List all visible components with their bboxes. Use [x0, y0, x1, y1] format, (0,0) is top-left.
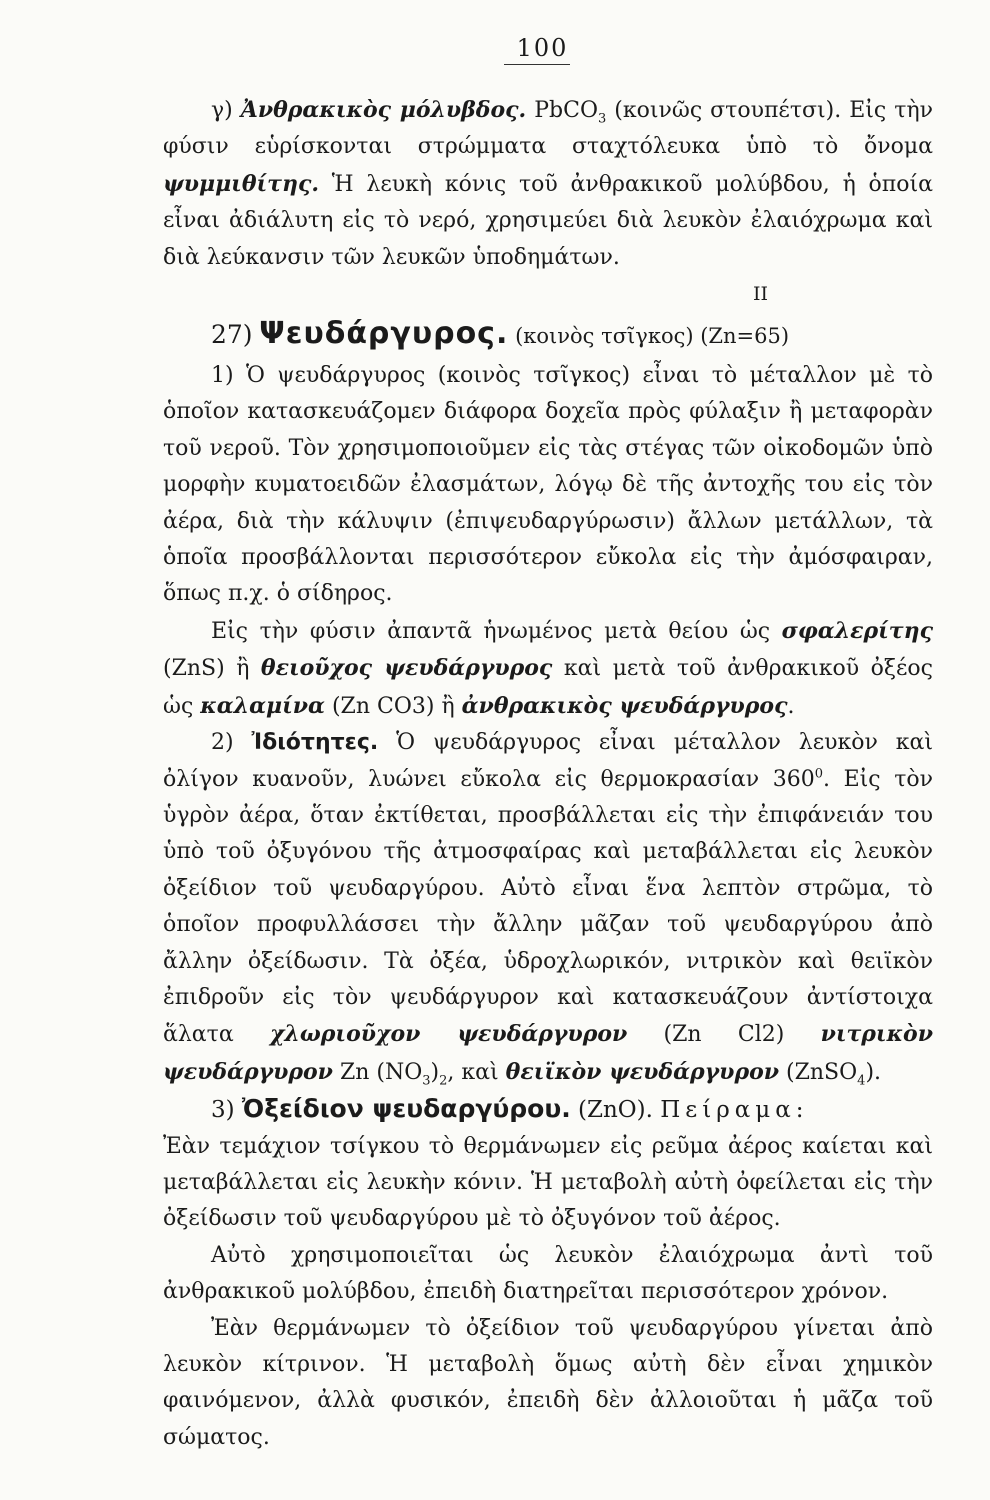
paragraph-white-pigment: Αὐτὸ χρησιμοποιεῖται ὡς λευκὸν ἐλαιόχρωμα ἀντὶ τοῦ ἀνθρακικοῦ μολύβδου, ἐπειδὴ διατηρεῖται περισσότερον χρόνον. — [163, 1242, 933, 1305]
paragraph-lead-carbonate — [163, 92, 933, 276]
paragraph-zinc-minerals: Εἰς τὴν φύσιν ἀπαντᾶ ἡνωμένος μετὰ θείου ὡς σφαλερίτης (ZnS) ἢ θειοῦχος ψευδάργυρος καὶ μετὰ τοῦ ἀνθρακικοῦ ὀξέος ὡς καλαμίνα (Zn CO3) ἢ ἀνθρακικὸς ψευδάργυρος. — [163, 617, 933, 719]
section-subtitle: (κοινὸς τσῖγκος) (Zn=65) — [515, 324, 790, 349]
page-number: 100 — [516, 34, 569, 62]
paragraph-heating-oxide: Ἐὰν θερμάνωμεν τὸ ὀξείδιον τοῦ ψευδαργύρου γίνεται ἀπὸ λευκὸν κίτρινον. Ἡ μεταβολὴ ὅμως αὐτὴ δὲν εἶναι χημικὸν φαινόμενον, ἀλλὰ φυσικόν, ἐπειδὴ δὲν ἀλλοιοῦται ἡ μᾶζα τοῦ σώματος. — [163, 1315, 933, 1450]
experiment-label: Πείραμα: — [660, 1097, 809, 1124]
paragraph-text: Ἡ λευκὴ κόνις τοῦ ἀνθρακικοῦ μολύβδου, ἡ ὁποία εἶναι ἀδιάλυτη εἰς τὸ νερό, χρησιμεύει διὰ λευκὸν ἐλαιόχρωμα καὶ διὰ λεύκανσιν τῶν λευκῶν ὑποδημάτων. — [163, 171, 933, 270]
formula-pbco3: PbCO$_3$ — [534, 98, 607, 127]
term-sphalerite: σφαλερίτης — [781, 617, 933, 644]
subsection-title-zinc-oxide: Ὀξείδιον ψευδαργύρου. — [241, 1094, 571, 1124]
term-calamine: καλαμίνα — [200, 692, 325, 719]
term-zinc-sulfate: θειϊκὸν ψευδάργυρον — [505, 1058, 780, 1085]
section-title: Ψευδάργυρος. — [259, 316, 509, 352]
term-zinc-nitrate: νιτρικὸν ψευδάργυρον — [163, 1021, 933, 1085]
body-text — [163, 92, 933, 1456]
page-number-rule — [504, 64, 570, 65]
subsection-heading-zinc-oxide: 3) Ὀξείδιον ψευδαργύρου. (ZnO). Πείραμα: — [211, 1094, 809, 1124]
term-zinc-carbonate: ἀνθρακικὸς ψευδάργυρος — [461, 692, 788, 719]
item-label: γ) — [211, 98, 241, 123]
term-lead-carbonate: Ἀνθρακικὸς μόλυβδος. — [240, 97, 527, 123]
section-number: 27) — [211, 320, 253, 350]
subsection-title-properties: Ἰδιότητες. — [251, 730, 379, 756]
paragraph-experiment: Ἐὰν τεμάχιον τσίγκου τὸ θερμάνωμεν εἰς ρεῦμα ἀέρος καίεται καὶ μεταβάλλεται εἰς λευκὴν κόνιν. Ἡ μεταβολὴ αὐτὴ ὀφείλεται εἰς τὴν ὀξείδωσιν τοῦ ψευδαργύρου μὲ τὸ ὀξυγόνον τοῦ ἀέρος. — [163, 1133, 933, 1232]
section-heading-zinc — [163, 312, 933, 358]
term-cerussite: ψυμμιθίτης. — [163, 170, 319, 197]
term-zinc-sulfide: θειοῦχος ψευδάργυρος — [260, 655, 553, 682]
paragraph-text: (κοινῶς στουπέτσι). Εἰς τὴν φύσιν εὑρίσκονται στρώμματα σταχτόλευκα ὑπὸ τὸ ὄνομα — [163, 98, 933, 160]
item-label: 3) — [211, 1097, 242, 1124]
section-mark: II — [752, 283, 768, 306]
paragraph-properties: 2) Ἰδιότητες. Ὁ ψευδάργυρος εἶναι μέταλλον λευκὸν καὶ ὀλίγον κυανοῦν, λυώνει εὔκολα εἰς θερμοκρασίαν $360^0$. Εἰς τὸν ὑγρὸν ἀέρα, ὅταν ἐκτίθεται, προσβάλλεται εἰς τὴν ἐπιφάνειάν του ὑπὸ τοῦ ὀξυγόνου τῆς ἀτμοσφαίρας καὶ μεταβάλλεται εἰς λευκὸν ὀξείδιον τοῦ ψευδαργύρου. Αὐτὸ εἶναι ἕνα λεπτὸν στρῶμα, τὸ ὁποῖον προφυλλάσσει τὴν ἄλλην μᾶζαν τοῦ ψευδαργύρου ἀπὸ ἄλλην ὀξείδωσιν. Τὰ ὀξέα, ὑδροχλωρικόν, νιτρικὸν καὶ θειϊκὸν ἐπιδροῦν εἰς τὸν ψευδάργυρον καὶ κατασκευάζουν ἀντίστοιχα ἅλατα χλωριοῦχον ψευδάργυρον (Zn Cl2) νιτρικὸν ψευδάργυρον Zn $(NO_3)_2$, καὶ θειϊκὸν ψευδάργυρον (ZnSO$_4$). — [163, 730, 933, 1089]
item-label: 2) — [211, 730, 252, 756]
paragraph-zinc-uses: 1) Ὁ ψευδάργυρος (κοινὸς τσῖγκος) εἶναι τὸ μέταλλον μὲ τὸ ὁποῖον κατασκευάζομεν διάφορα δοχεῖα πρὸς φύλαξιν ἢ μεταφορὰν τοῦ νεροῦ. Τὸν χρησιμοποιοῦμεν εἰς τὰς στέγας τῶν οἰκοδομῶν ὑπὸ μορφὴν κυματοειδῶν ἐλασμάτων, λόγῳ δὲ τῆς ἀντοχῆς του εἰς τὸν ἀέρα, διὰ τὴν κάλυψιν (ἐπιψευδαργύρωσιν) ἄλλων μετάλλων, τὰ ὁποῖα προσβάλλονται περισσότερον εὔκολα εἰς τὴν ἀμόσφαιραν, ὅπως π.χ. ὁ σίδηρος. — [163, 363, 933, 607]
term-zinc-chloride: χλωριοῦχον ψευδάργυρον — [269, 1021, 628, 1048]
